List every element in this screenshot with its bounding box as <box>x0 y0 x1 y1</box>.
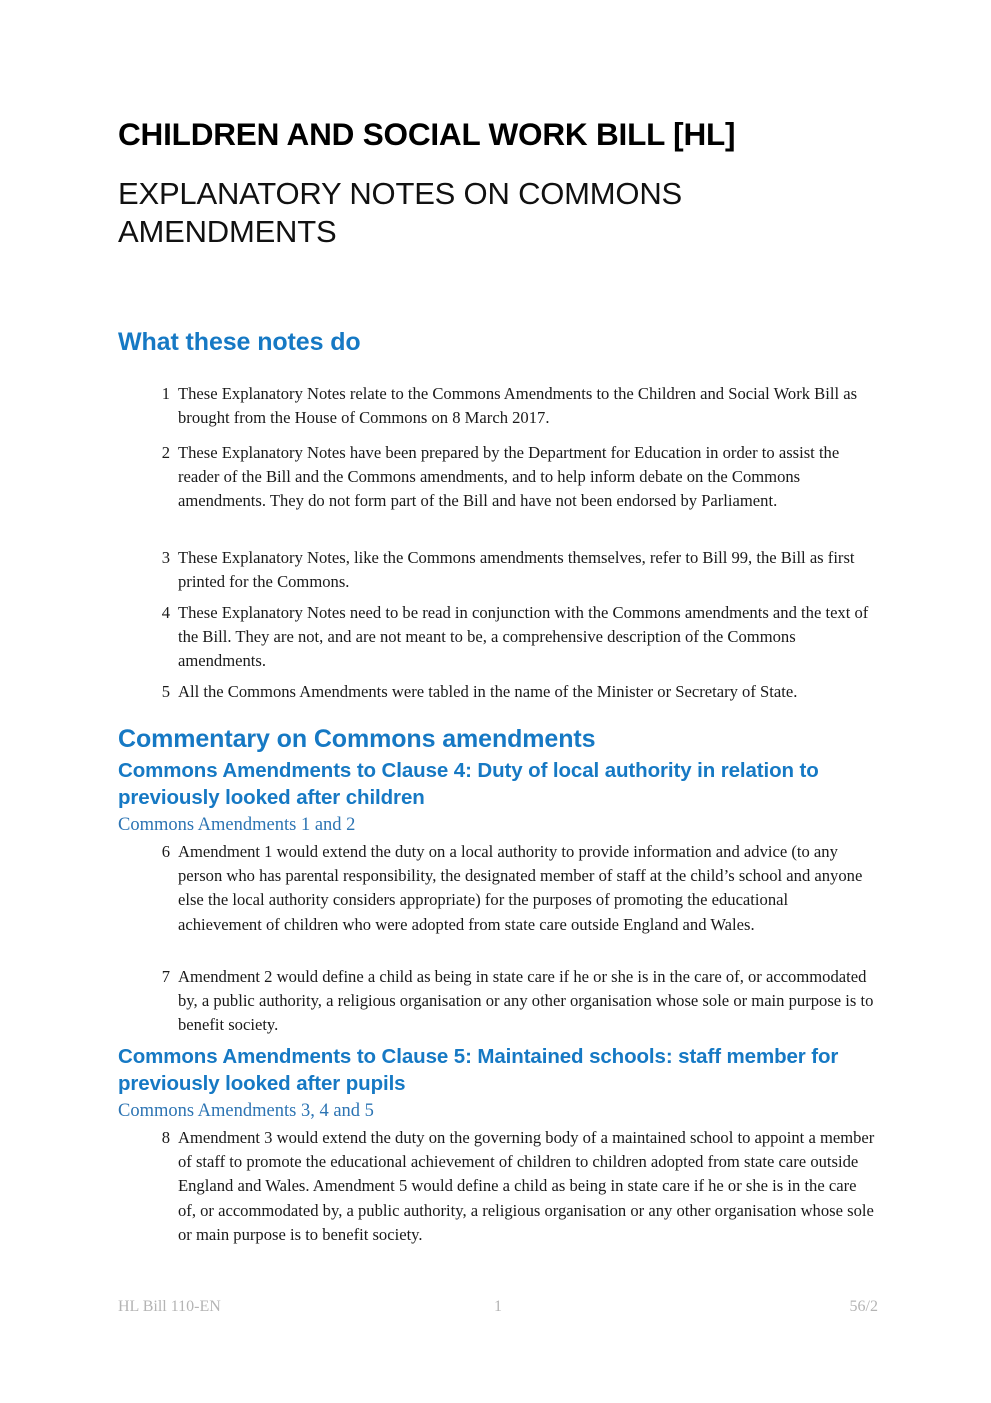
page-footer <box>118 1298 878 1322</box>
document-title-block <box>118 116 878 250</box>
paragraph-text: All the Commons Amendments were tabled in the name of the Minister or Secretary of State. <box>178 682 798 701</box>
paragraph-text: Amendment 3 would extend the duty on the governing body of a maintained school to appoint a member of staff to promote the educational achievement of children to children adopted from state care outside England and Wales. Amendment 5 would define a child as being in state care if he or she is in the care of, or accommodated by, a public authority, a religious organisation or any other organisation whose sole or main purpose is to benefit society. <box>178 1128 875 1244</box>
footer-document-code: 56/2 <box>849 1298 878 1315</box>
list-item <box>140 382 876 430</box>
subsection-heading-clause-5: Commons Amendments to Clause 5: Maintained schools: staff member for previously looked after pupils <box>118 1045 839 1096</box>
page-title: CHILDREN AND SOCIAL WORK BILL [HL] <box>118 116 736 152</box>
paragraph-number: 8 <box>161 1128 170 1147</box>
list-item <box>140 680 876 704</box>
paragraph-text: These Explanatory Notes, like the Commons amendments themselves, refer to Bill 99, the Bill as first printed for the Commons. <box>178 548 855 592</box>
footer-page-number: 1 <box>494 1298 502 1315</box>
paragraph-text: These Explanatory Notes relate to the Commons Amendments to the Children and Social Work Bill as brought from the House of Commons on 8 March 2017. <box>178 384 858 428</box>
list-item <box>140 965 876 1038</box>
paragraph-text: These Explanatory Notes need to be read in conjunction with the Commons amendments and the text of the Bill. They are not, and are not meant to be, a comprehensive description of the Commons amendments. <box>178 603 869 671</box>
list-item <box>140 840 876 937</box>
page-subtitle: EXPLANATORY NOTES ON COMMONS AMENDMENTS <box>118 176 682 249</box>
paragraph-number: 3 <box>161 548 170 567</box>
paragraph-text: Amendment 2 would define a child as being in state care if he or she is in the care of, or accommodated by, a public authority, a religious organisation or any other organisation whose sole or main purpose is to benefit society. <box>178 967 874 1035</box>
section-heading-commentary: Commentary on Commons amendments <box>118 725 596 753</box>
amendment-group-label-clause-5: Commons Amendments 3, 4 and 5 <box>118 1101 374 1121</box>
paragraph-number: 4 <box>161 603 170 622</box>
paragraph-number: 1 <box>161 384 170 403</box>
subsection-heading-clause-4: Commons Amendments to Clause 4: Duty of local authority in relation to previously looked after children <box>118 759 819 810</box>
paragraph-number: 5 <box>161 682 170 701</box>
list-item <box>140 546 876 594</box>
section-heading-what-these-notes-do: What these notes do <box>118 328 361 356</box>
paragraph-text: Amendment 1 would extend the duty on a local authority to provide information and advice (to any person who has parental responsibility, the designated member of staff at the child’s school and anyone else the local authority considers appropriate) for the purposes of promoting the educational achievement of children who were adopted from state care outside England and Wales. <box>178 842 863 934</box>
footer-bill-reference: HL Bill 110-EN <box>118 1298 221 1315</box>
paragraph-number: 7 <box>161 967 170 986</box>
list-item <box>140 441 876 514</box>
paragraph-number: 2 <box>161 443 170 462</box>
amendment-group-label-clause-4: Commons Amendments 1 and 2 <box>118 815 356 835</box>
paragraph-text: These Explanatory Notes have been prepared by the Department for Education in order to assist the reader of the Bill and the Commons amendments, and to help inform debate on the Commons amendments. They do not form part of the Bill and have not been endorsed by Parliament. <box>178 443 840 511</box>
paragraph-number: 6 <box>161 842 170 861</box>
list-item <box>140 1126 876 1247</box>
list-item <box>140 601 876 674</box>
